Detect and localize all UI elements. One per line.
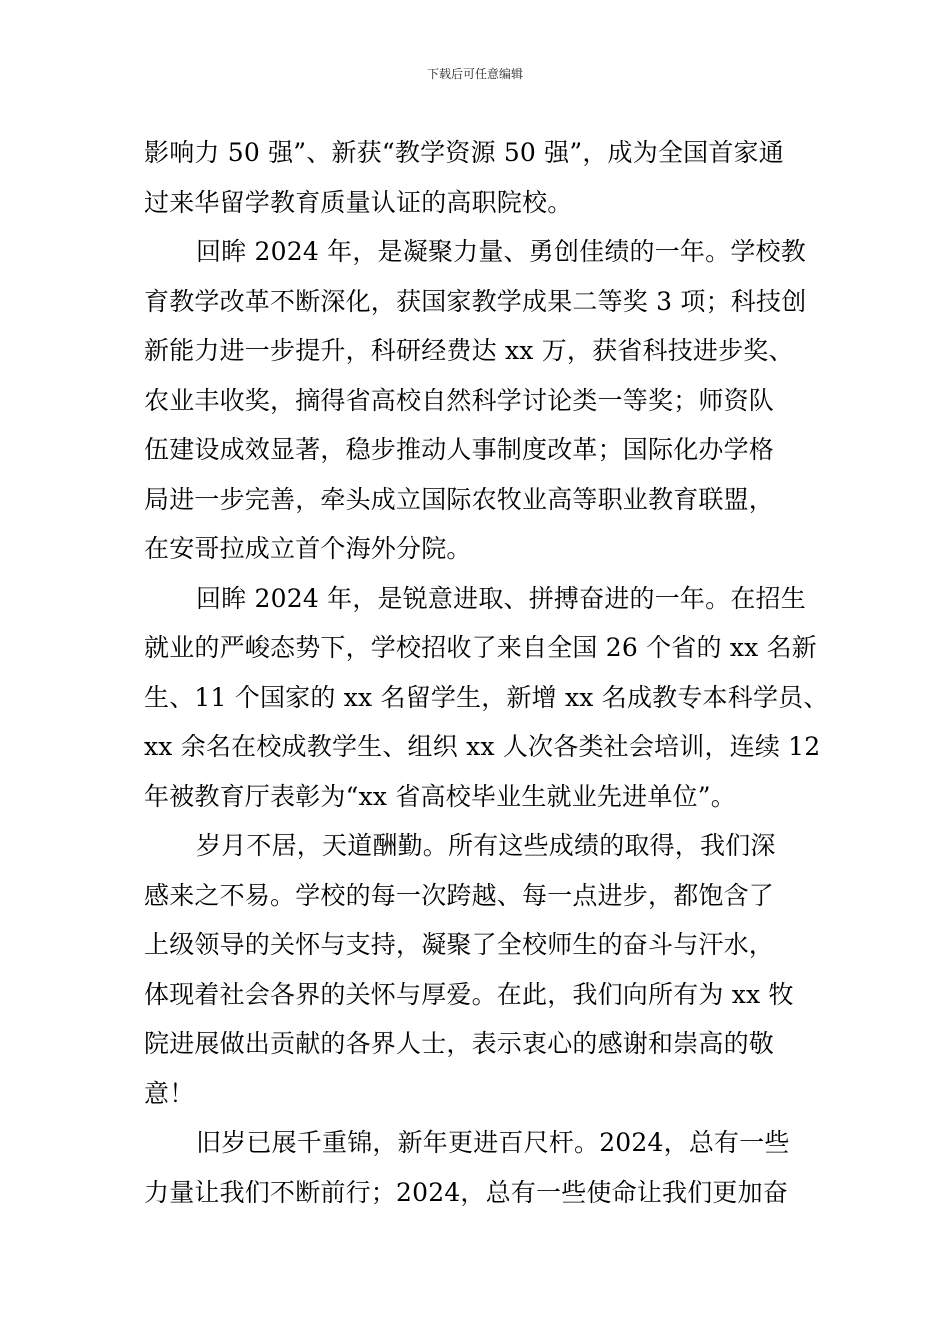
- text-line: 在安哥拉成立首个海外分院。: [144, 534, 472, 563]
- page-header: 下载后可任意编辑: [426, 67, 523, 81]
- body-text: [144, 128, 834, 1217]
- text-line: 农业丰收奖，摘得省高校自然科学讨论类一等奖；师资队: [144, 385, 775, 415]
- text-line: 影响力 50 强”、新获“教学资源 50 强”，成为全国首家通: [144, 138, 784, 167]
- text-line: 育教学改革不断深化，获国家教学成果二等奖 3 项；科技创: [144, 286, 807, 316]
- text-line: xx 余名在校成教学生、组织 xx 人次各类社会培训，连续 12: [144, 732, 821, 761]
- paragraph-first-line: 旧岁已展千重锦，新年更进百尺杆。2024，总有一些: [196, 1128, 790, 1157]
- text-line: 力量让我们不断前行；2024，总有一些使命让我们更加奋: [144, 1177, 789, 1207]
- text-line: 伍建设成效显著，稳步推动人事制度改革；国际化办学格: [144, 435, 775, 464]
- text-line: 就业的严峻态势下，学校招收了来自全国 26 个省的 xx 名新: [144, 633, 817, 662]
- text-line: 年被教育厅表彰为“xx 省高校毕业生就业先进单位”。: [144, 781, 736, 811]
- text-line: 院进展做出贡献的各界人士，表示衷心的感谢和崇高的敬: [144, 1029, 775, 1058]
- text-line: 新能力进一步提升，科研经费达 xx 万，获省科技进步奖、: [144, 336, 794, 365]
- paragraph-first-line: 回眸 2024 年，是锐意进取、拼搏奋进的一年。在招生: [196, 583, 806, 613]
- text-line: 上级领导的关怀与支持，凝聚了全校师生的奋斗与汗水，: [144, 930, 775, 959]
- text-line: 感来之不易。学校的每一次跨越、每一点进步，都饱含了: [144, 880, 775, 910]
- text-line: 局进一步完善，牵头成立国际农牧业高等职业教育联盟，: [144, 484, 775, 514]
- text-line: 意！: [144, 1078, 195, 1108]
- text-line: 体现着社会各界的关怀与厚爱。在此，我们向所有为 xx 牧: [144, 979, 794, 1009]
- text-line: 生、11 个国家的 xx 名留学生，新增 xx 名成教专本科学员、: [144, 682, 829, 712]
- text-line: 过来华留学教育质量认证的高职院校。: [144, 187, 573, 217]
- paragraph-first-line: 岁月不居，天道酬勤。所有这些成绩的取得，我们深: [196, 831, 776, 860]
- paragraph-first-line: 回眸 2024 年，是凝聚力量、勇创佳绩的一年。学校教: [196, 237, 806, 266]
